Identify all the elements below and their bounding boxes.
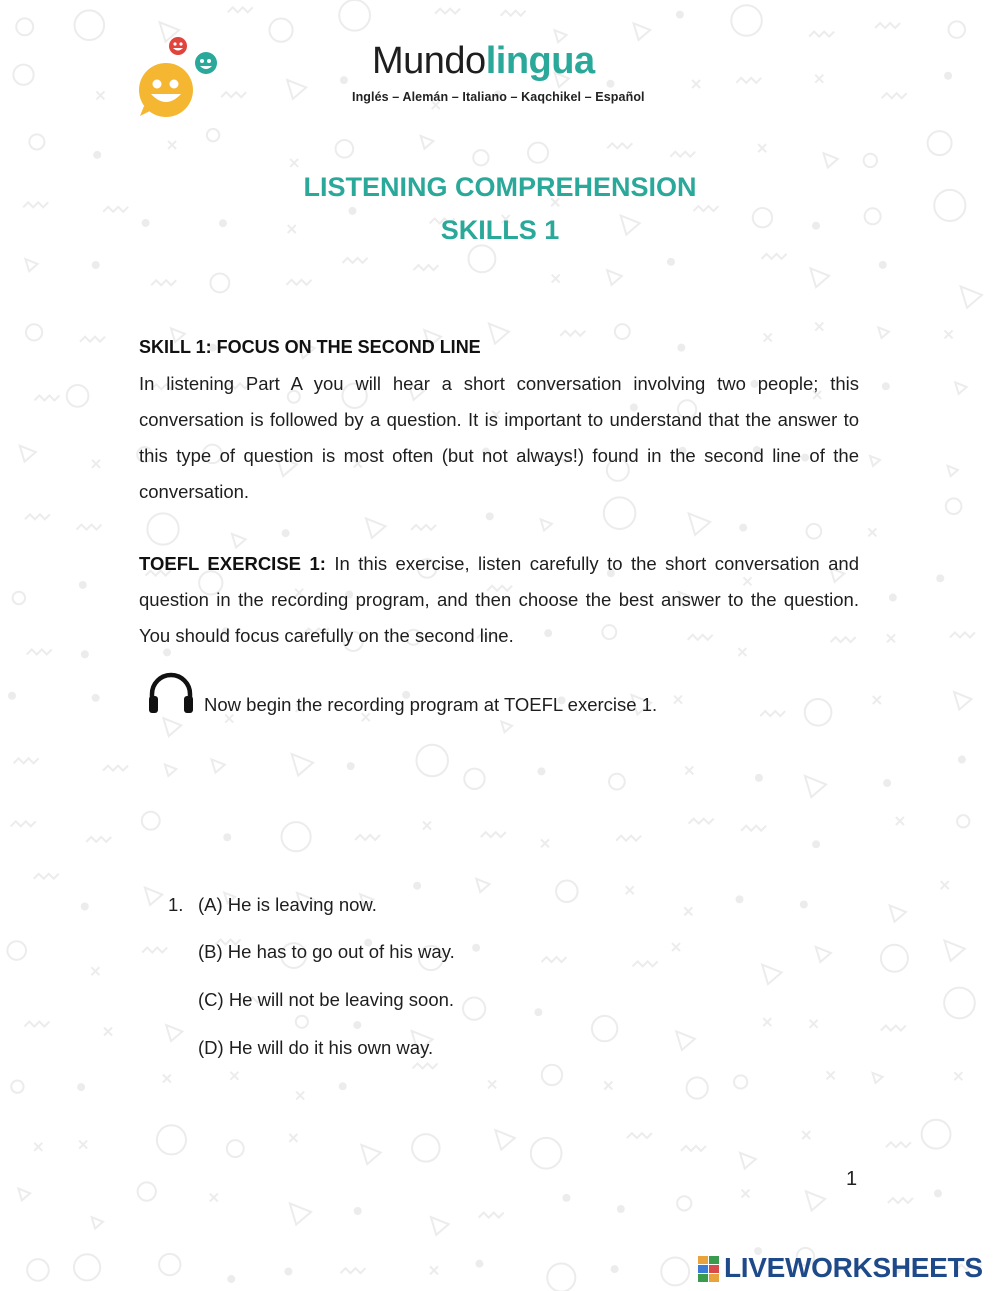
background-shape xyxy=(287,280,312,285)
background-shape xyxy=(611,1265,619,1273)
background-shape xyxy=(463,998,485,1020)
background-shape xyxy=(34,1143,42,1151)
background-shape xyxy=(501,722,512,733)
background-shape xyxy=(296,1092,304,1100)
background-shape xyxy=(336,140,354,158)
background-shape xyxy=(289,1134,297,1142)
background-shape xyxy=(282,822,311,851)
background-shape xyxy=(339,1082,347,1090)
background-shape xyxy=(607,270,622,285)
background-shape xyxy=(23,202,48,207)
background-shape xyxy=(353,1021,361,1029)
background-shape xyxy=(91,967,99,975)
background-shape xyxy=(7,941,26,960)
background-shape xyxy=(81,650,89,658)
background-shape xyxy=(886,1142,911,1147)
background-shape xyxy=(815,75,823,83)
background-shape xyxy=(413,882,421,890)
background-shape xyxy=(348,207,356,215)
background-shape xyxy=(411,525,436,530)
background-shape xyxy=(486,512,494,520)
background-shape xyxy=(145,888,162,905)
background-shape xyxy=(488,1080,496,1088)
background-shape xyxy=(475,1260,483,1268)
background-shape xyxy=(667,258,675,266)
background-shape xyxy=(762,254,787,259)
background-shape xyxy=(950,632,975,637)
background-shape xyxy=(8,692,16,700)
background-shape xyxy=(878,327,889,338)
background-shape xyxy=(81,903,89,911)
background-shape xyxy=(881,945,908,972)
background-shape xyxy=(741,826,766,831)
background-shape xyxy=(29,134,44,149)
page-subtitle: SKILLS 1 xyxy=(440,215,560,245)
background-shape xyxy=(166,1025,182,1041)
background-shape xyxy=(868,528,876,536)
background-shape xyxy=(103,207,128,212)
background-shape xyxy=(537,767,545,775)
background-shape xyxy=(961,286,982,307)
background-shape xyxy=(430,1266,438,1274)
background-shape xyxy=(163,718,181,736)
background-shape xyxy=(755,774,763,782)
brand-name-light: Mundo xyxy=(372,40,486,82)
background-shape xyxy=(887,634,895,642)
background-shape xyxy=(873,1073,883,1083)
background-shape xyxy=(142,948,167,953)
background-shape xyxy=(16,18,33,35)
background-shape xyxy=(339,0,370,31)
background-shape xyxy=(945,330,953,338)
background-shape xyxy=(168,141,176,149)
background-shape xyxy=(764,333,772,341)
background-shape xyxy=(14,758,39,763)
background-shape xyxy=(86,837,111,842)
background-shape xyxy=(805,699,832,726)
background-shape xyxy=(479,1213,504,1218)
background-shape xyxy=(810,268,829,287)
background-shape xyxy=(689,819,714,824)
background-shape xyxy=(165,765,176,776)
background-shape xyxy=(147,513,178,544)
background-shape xyxy=(802,1131,810,1139)
background-shape xyxy=(435,9,460,14)
background-shape xyxy=(681,1146,706,1151)
background-shape xyxy=(495,1130,515,1150)
background-shape xyxy=(67,385,89,407)
background-shape xyxy=(889,594,897,602)
background-shape xyxy=(693,206,718,211)
background-shape xyxy=(881,1026,906,1031)
question-number: 1. xyxy=(168,894,184,915)
background-shape xyxy=(343,258,368,263)
background-shape xyxy=(677,1196,691,1210)
background-shape xyxy=(633,961,658,966)
background-shape xyxy=(92,261,100,269)
page-number: 1 xyxy=(846,1168,858,1190)
background-shape xyxy=(760,711,785,716)
background-shape xyxy=(464,769,484,789)
background-shape xyxy=(824,153,838,167)
background-shape xyxy=(731,5,762,36)
background-shape xyxy=(24,1022,49,1027)
background-shape xyxy=(685,766,693,774)
background-shape xyxy=(77,525,102,530)
background-shape xyxy=(77,1083,85,1091)
background-shape xyxy=(92,1217,103,1228)
background-shape xyxy=(661,1257,689,1285)
background-shape xyxy=(269,19,292,42)
background-shape xyxy=(34,874,59,879)
background-shape xyxy=(810,1020,818,1028)
background-shape xyxy=(79,581,87,589)
background-shape xyxy=(739,524,747,532)
background-shape xyxy=(689,513,710,534)
background-shape xyxy=(481,832,506,837)
background-shape xyxy=(888,1198,913,1203)
background-shape xyxy=(20,446,36,462)
background-shape xyxy=(882,382,890,390)
background-shape xyxy=(421,136,434,149)
background-shape xyxy=(142,812,160,830)
background-shape xyxy=(864,154,877,167)
background-shape xyxy=(674,696,682,704)
background-shape xyxy=(627,1133,652,1138)
skill-paragraph: In listening Part A you will hear a short conversation involving two people; this conversation is followed by a question. It is important to understand that the answer to this type of question is most often (but not always!) found in the second line of the conversation. xyxy=(139,373,859,502)
background-shape xyxy=(34,395,59,400)
background-shape xyxy=(528,143,548,163)
background-shape xyxy=(936,574,944,582)
background-shape xyxy=(74,1254,100,1280)
background-shape xyxy=(366,518,385,537)
background-shape xyxy=(11,1080,23,1092)
background-shape xyxy=(228,7,253,12)
background-shape xyxy=(617,1205,625,1213)
background-shape xyxy=(816,947,831,962)
background-shape xyxy=(354,1207,362,1215)
background-shape xyxy=(954,692,971,709)
background-shape xyxy=(92,460,100,468)
background-shape xyxy=(677,344,685,352)
background-shape xyxy=(292,754,313,775)
background-shape xyxy=(27,1259,49,1281)
background-shape xyxy=(949,21,965,37)
background-shape xyxy=(541,957,566,962)
background-shape xyxy=(347,762,355,770)
background-shape xyxy=(340,76,348,84)
exercise-paragraph xyxy=(139,546,859,654)
background-shape xyxy=(531,1138,562,1169)
background-shape xyxy=(103,766,128,771)
background-shape xyxy=(163,1075,171,1083)
background-shape xyxy=(25,259,37,271)
exercise-instructions: In this exercise, listen carefully to the short conversation and question in the recording program, and then choose the best answer to the question. You should focus carefully on the second line. xyxy=(139,553,859,646)
background-shape xyxy=(944,988,975,1019)
background-shape xyxy=(827,1071,835,1079)
background-shape xyxy=(476,879,489,892)
background-shape xyxy=(290,159,298,167)
background-shape xyxy=(928,131,952,155)
background-shape xyxy=(873,696,881,704)
background-shape xyxy=(604,1081,612,1089)
headphones-icon[interactable] xyxy=(147,670,195,716)
background-shape xyxy=(815,323,823,331)
background-shape xyxy=(104,1028,112,1036)
skill-heading: SKILL 1: FOCUS ON THE SECOND LINE xyxy=(139,337,481,357)
background-shape xyxy=(541,519,552,530)
background-shape xyxy=(93,151,101,159)
background-shape xyxy=(556,881,578,903)
exercise-label: TOEFL EXERCISE 1: xyxy=(139,553,326,574)
background-shape xyxy=(469,245,496,272)
background-shape xyxy=(552,275,560,283)
background-shape xyxy=(941,881,949,889)
background-shape xyxy=(606,80,614,88)
background-shape xyxy=(287,80,306,99)
background-shape xyxy=(870,456,880,466)
background-shape xyxy=(684,907,692,915)
background-shape xyxy=(212,759,225,772)
background-shape xyxy=(958,756,966,764)
background-shape xyxy=(896,817,904,825)
brand-name-bold: lingua xyxy=(485,40,595,82)
background-shape xyxy=(670,152,695,157)
background-shape xyxy=(13,65,33,85)
background-shape xyxy=(890,905,906,921)
background-shape xyxy=(809,32,834,37)
background-shape xyxy=(296,1016,308,1028)
background-shape xyxy=(282,529,290,537)
background-shape xyxy=(210,273,229,292)
background-shape xyxy=(812,840,820,848)
background-shape xyxy=(879,261,887,269)
background-shape xyxy=(27,649,52,654)
background-shape xyxy=(284,1268,292,1276)
background-shape xyxy=(541,839,549,847)
background-shape xyxy=(800,901,808,909)
answer-option-c[interactable]: (C) He will not be leaving soon. xyxy=(198,989,455,1010)
background-shape xyxy=(361,1145,380,1164)
background-shape xyxy=(672,943,680,951)
background-shape xyxy=(207,129,219,141)
background-shape xyxy=(607,143,632,148)
background-shape xyxy=(542,1065,562,1085)
background-shape xyxy=(948,466,958,476)
answer-option-b[interactable]: (B) He has to go out of his way. xyxy=(198,941,455,962)
background-shape xyxy=(416,745,447,776)
background-shape xyxy=(159,1254,180,1275)
background-shape xyxy=(227,1140,244,1157)
background-shape xyxy=(758,144,766,152)
background-shape xyxy=(954,1072,962,1080)
background-shape xyxy=(80,337,105,342)
background-shape xyxy=(96,91,104,99)
background-shape xyxy=(412,1134,439,1161)
languages-subtitle: Inglés – Alemán – Italiano – Kaqchikel – Español xyxy=(352,90,645,104)
background-shape xyxy=(473,150,488,165)
background-shape xyxy=(763,1018,771,1026)
background-shape xyxy=(75,10,105,40)
background-shape xyxy=(676,1031,695,1050)
background-shape xyxy=(634,23,651,40)
background-shape xyxy=(413,1063,438,1068)
answer-option-a[interactable]: (A) He is leaving now. xyxy=(198,894,377,915)
background-shape xyxy=(230,1072,238,1080)
background-shape xyxy=(615,324,630,339)
background-shape xyxy=(18,1189,30,1201)
background-shape xyxy=(883,779,891,787)
background-shape xyxy=(692,80,700,88)
background-shape xyxy=(875,23,900,28)
background-shape xyxy=(210,1194,218,1202)
background-shape xyxy=(340,1268,365,1273)
recording-instruction: Now begin the recording program at TOEFL exercise 1. xyxy=(204,694,658,715)
background-shape xyxy=(592,1016,617,1041)
background-shape xyxy=(736,895,744,903)
background-shape xyxy=(609,774,625,790)
background-shape xyxy=(13,592,25,604)
background-shape xyxy=(423,821,431,829)
background-shape xyxy=(25,514,50,519)
background-shape xyxy=(805,776,826,797)
background-shape xyxy=(92,694,100,702)
background-shape xyxy=(501,11,526,16)
background-shape xyxy=(806,1191,825,1210)
brand-name xyxy=(372,36,595,86)
background-shape xyxy=(221,92,246,97)
liveworksheets-watermark[interactable]: LIVEWORKSHEETS xyxy=(724,1252,983,1283)
background-shape xyxy=(157,1125,186,1154)
background-shape xyxy=(472,944,480,952)
background-shape xyxy=(138,1182,156,1200)
background-shape xyxy=(734,1075,747,1088)
background-shape xyxy=(151,280,176,285)
background-shape xyxy=(290,1203,311,1224)
background-shape xyxy=(489,324,509,344)
background-shape xyxy=(414,265,439,270)
background-shape xyxy=(431,1217,449,1235)
background-shape xyxy=(26,324,42,340)
background-shape xyxy=(944,72,952,80)
background-shape xyxy=(223,833,231,841)
background-shape xyxy=(676,11,684,19)
background-shape xyxy=(946,498,962,514)
background-shape xyxy=(882,93,907,98)
background-shape xyxy=(944,941,964,961)
liveworksheets-logo-icon xyxy=(698,1256,720,1282)
background-shape xyxy=(79,1141,87,1149)
background-shape xyxy=(560,331,585,336)
background-shape xyxy=(626,886,634,894)
background-shape xyxy=(547,1264,575,1291)
background-shape xyxy=(934,1189,942,1197)
background-shape xyxy=(562,1194,570,1202)
background-shape xyxy=(616,836,641,841)
background-shape xyxy=(227,1275,235,1283)
background-shape xyxy=(687,1077,708,1098)
page-title: LISTENING COMPREHENSION xyxy=(303,172,697,202)
background-shape xyxy=(11,821,36,826)
background-shape xyxy=(955,382,966,393)
background-shape xyxy=(741,1190,749,1198)
background-shape xyxy=(922,1120,951,1149)
background-shape xyxy=(957,815,969,827)
answer-option-d[interactable]: (D) He will do it his own way. xyxy=(198,1037,434,1058)
background-shape xyxy=(762,965,781,984)
background-shape xyxy=(534,1008,542,1016)
background-shape xyxy=(736,78,761,83)
background-shape xyxy=(355,835,380,840)
background-shape xyxy=(740,1153,756,1169)
mascot-logo-icon xyxy=(136,36,220,120)
background-shape xyxy=(807,524,822,539)
